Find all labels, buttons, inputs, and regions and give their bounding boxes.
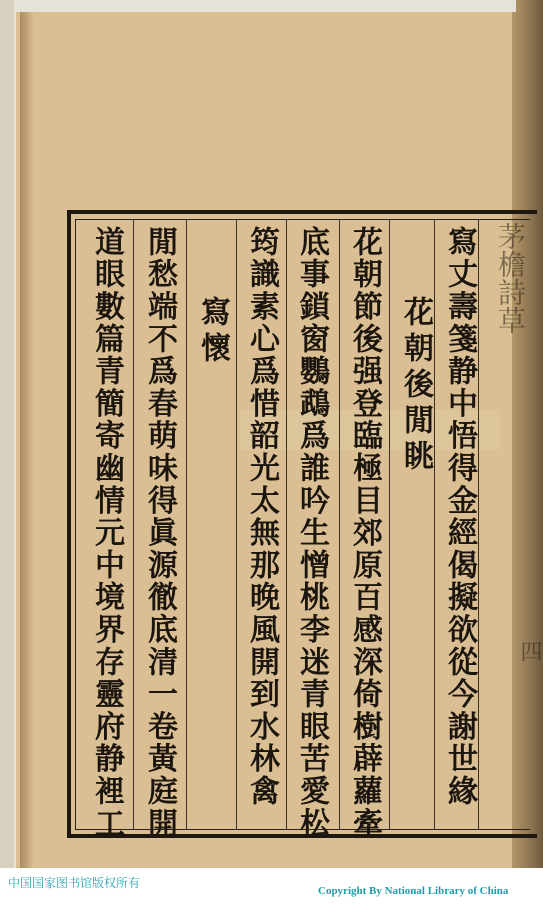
text-column-5: 筠識素心爲惜韶光太無那晚風開到水林禽 [244,226,279,808]
column-rule [186,219,187,830]
adjacent-page-edge [0,0,16,906]
copyright-watermark-cn: 中国国家图书馆版权所有 [8,876,141,890]
banner-title: 茅檐詩草 [494,222,527,334]
text-column-7: 閒愁端不爲春萌味得眞源徹底清一卷黃庭開 [142,226,177,840]
column-rule [133,219,134,830]
text-column-8: 道眼數篇青簡寄幽情元中境界存靈府静裡工 [89,226,124,840]
column-rule [286,219,287,830]
text-column-3: 花朝節後强登臨極目郊原百感深倚樹薜蘿牽 [347,226,382,840]
column-rule [478,219,479,830]
column-rule [434,219,435,830]
column-rule [236,219,237,830]
gutter-shadow [20,0,34,868]
copyright-watermark-en: Copyright By National Library of China [318,885,509,897]
text-column-4: 底事鎖窗鸚鵡爲誰吟生憎桃李迷青眼苦愛松 [294,226,329,840]
top-margin-strip [16,0,516,12]
column-rule [339,219,340,830]
poem-title-2: 寫懷 [195,296,230,368]
column-rule [389,219,390,830]
poem-title-1: 花朝後閒眺 [398,296,433,476]
text-column-1: 寫丈壽箋静中悟得金經偈擬欲從今謝世緣 [442,226,477,808]
page-number-mark: 四 [517,640,542,662]
